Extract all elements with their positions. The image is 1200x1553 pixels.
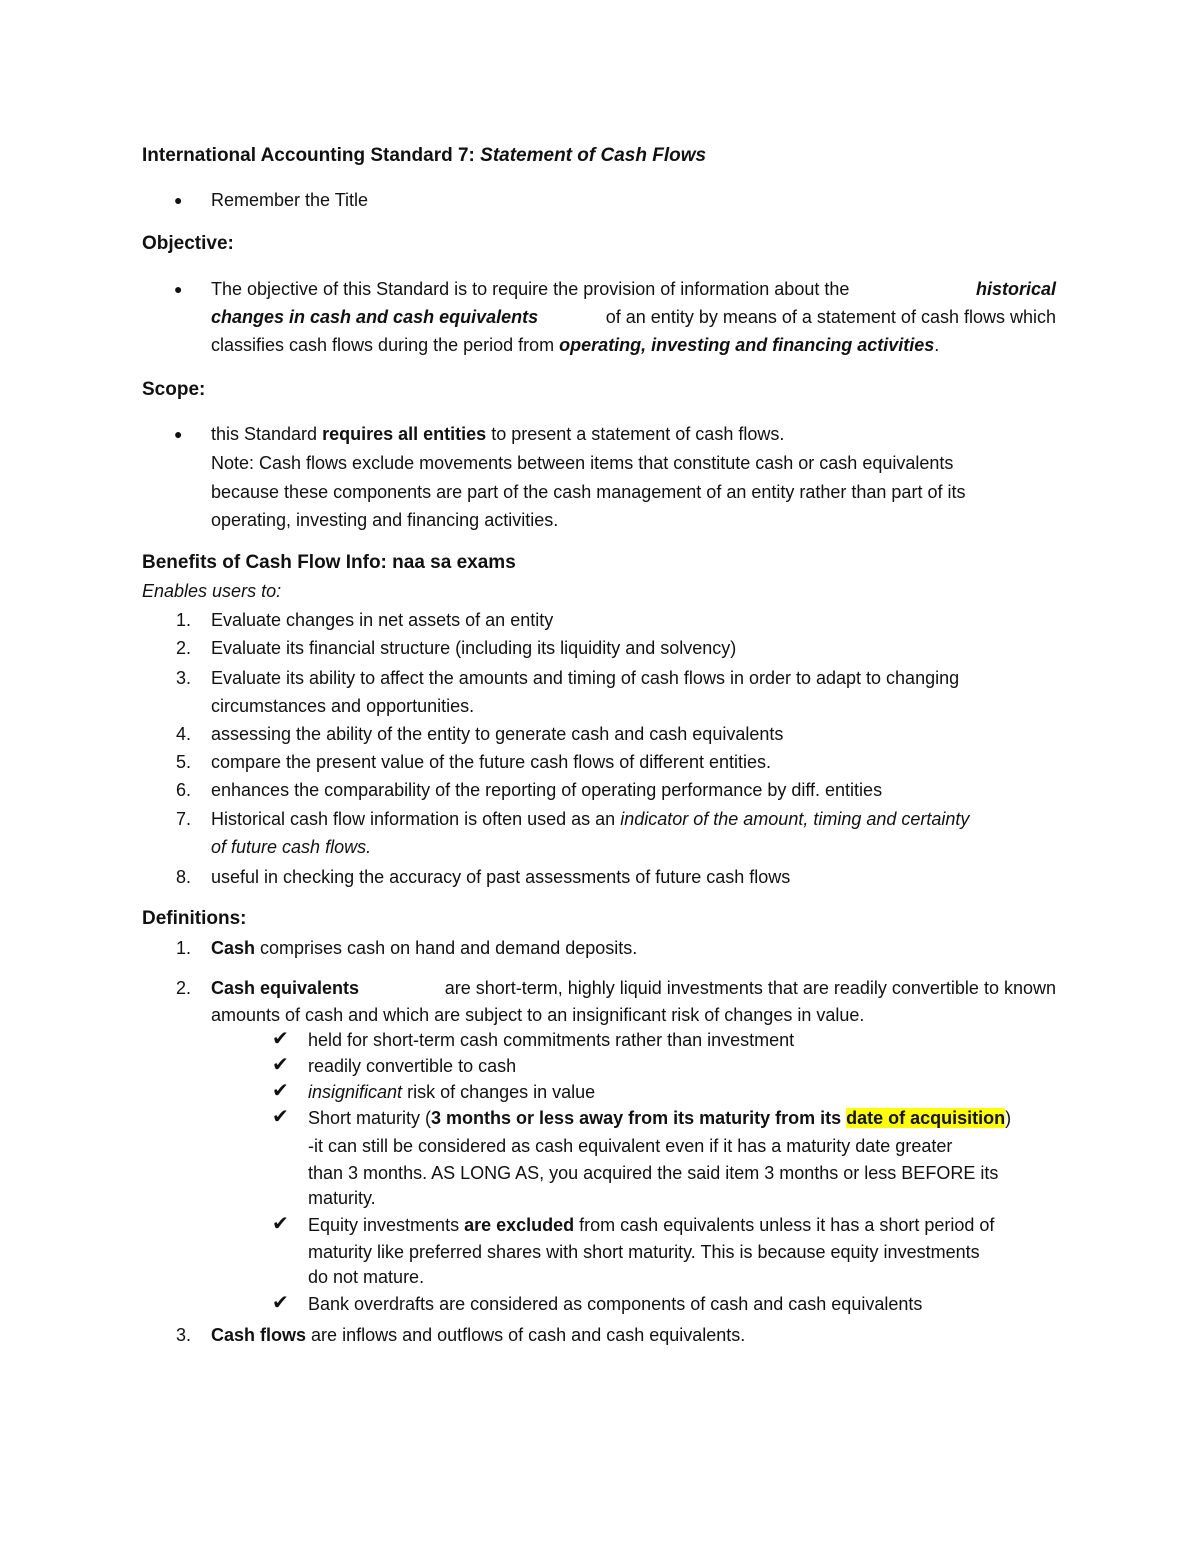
check-item-continuation: -it can still be considered as cash equivalent even if it has a maturity date greater [308,1136,953,1156]
check-item: Bank overdrafts are considered as components of cash and cash equivalents [308,1294,923,1314]
bullet-icon: ● [174,426,183,442]
list-item: Evaluate its financial structure (including its liquidity and solvency) [211,638,737,658]
list-number: 3. [176,668,192,688]
list-item-continuation: of future cash flows. [211,837,372,857]
list-item: enhances the comparability of the reporting of operating performance by diff. entities [211,780,883,800]
benefits-heading: Benefits of Cash Flow Info: naa sa exams [142,552,516,573]
scope-heading: Scope: [142,379,206,400]
list-number: 6. [176,780,192,800]
list-item: Evaluate its ability to affect the amounts and timing of cash flows in order to adapt to changing [211,668,960,688]
definition-cash-flows: Cash flows are inflows and outflows of cash and cash equivalents. [211,1325,746,1345]
benefits-subheading: Enables users to: [142,581,282,601]
checkmark-icon: ✔ [272,1054,289,1076]
highlighted-text: date of acquisition [846,1108,1006,1128]
objective-heading: Objective: [142,233,234,254]
objective-line-3: classifies cash flows during the period from operating, investing and financing activities. [211,335,940,355]
list-number: 1. [176,610,192,630]
checkmark-icon: ✔ [272,1028,289,1050]
list-number: 2. [176,978,192,998]
definition-cash-equivalents: Cash equivalents are short-term, highly liquid investments that are readily convertible to known [211,978,1056,998]
list-number: 2. [176,638,192,658]
check-item-continuation: do not mature. [308,1267,425,1287]
checkmark-icon: ✔ [272,1080,289,1102]
title-statement: Statement of Cash Flows [480,145,707,166]
check-item: insignificant risk of changes in value [308,1082,596,1102]
scope-note-line-3: operating, investing and financing activities. [211,510,559,530]
definitions-heading: Definitions: [142,908,247,929]
check-item-continuation: maturity. [308,1188,376,1208]
check-item-continuation: maturity like preferred shares with short maturity. This is because equity investments [308,1242,980,1262]
checkmark-icon: ✔ [272,1213,289,1235]
list-item: compare the present value of the future cash flows of different entities. [211,752,771,772]
list-number: 4. [176,724,192,744]
document-title [142,144,706,168]
list-item: useful in checking the accuracy of past assessments of future cash flows [211,867,791,887]
title-bullet-text: Remember the Title [211,190,369,210]
scope-note-line-2: because these components are part of the cash management of an entity rather than part of its [211,482,966,502]
checkmark-icon: ✔ [272,1106,289,1128]
list-item: Historical cash flow information is often used as an indicator of the amount, timing and certainty [211,809,970,829]
bullet-icon: ● [174,192,183,208]
definition-cash: Cash comprises cash on hand and demand deposits. [211,938,638,958]
bullet-icon: ● [174,281,183,297]
definition-continuation: amounts of cash and which are subject to an insignificant risk of changes in value. [211,1005,865,1025]
objective-line-2: changes in cash and cash equivalents of an entity by means of a statement of cash flows which [211,307,1056,327]
list-number: 8. [176,867,192,887]
objective-line-1: The objective of this Standard is to require the provision of information about the historical [211,279,1056,299]
check-item: held for short-term cash commitments rather than investment [308,1030,795,1050]
check-item: Equity investments are excluded from cash equivalents unless it has a short period of [308,1215,995,1235]
list-number: 7. [176,809,192,829]
list-number: 1. [176,938,192,958]
list-item: assessing the ability of the entity to generate cash and cash equivalents [211,724,784,744]
scope-line-1: this Standard requires all entities to present a statement of cash flows. [211,424,785,444]
title-standard: International Accounting Standard 7: [142,145,475,166]
list-item-continuation: circumstances and opportunities. [211,696,475,716]
check-item: readily convertible to cash [308,1056,517,1076]
list-number: 5. [176,752,192,772]
list-number: 3. [176,1325,192,1345]
scope-note-line-1: Note: Cash flows exclude movements between items that constitute cash or cash equivalents [211,453,954,473]
checkmark-icon: ✔ [272,1292,289,1314]
check-item: Short maturity (3 months or less away from its maturity from its date of acquisition) [308,1108,1012,1128]
check-item-continuation: than 3 months. AS LONG AS, you acquired the said item 3 months or less BEFORE its [308,1163,999,1183]
list-item: Evaluate changes in net assets of an entity [211,610,554,630]
